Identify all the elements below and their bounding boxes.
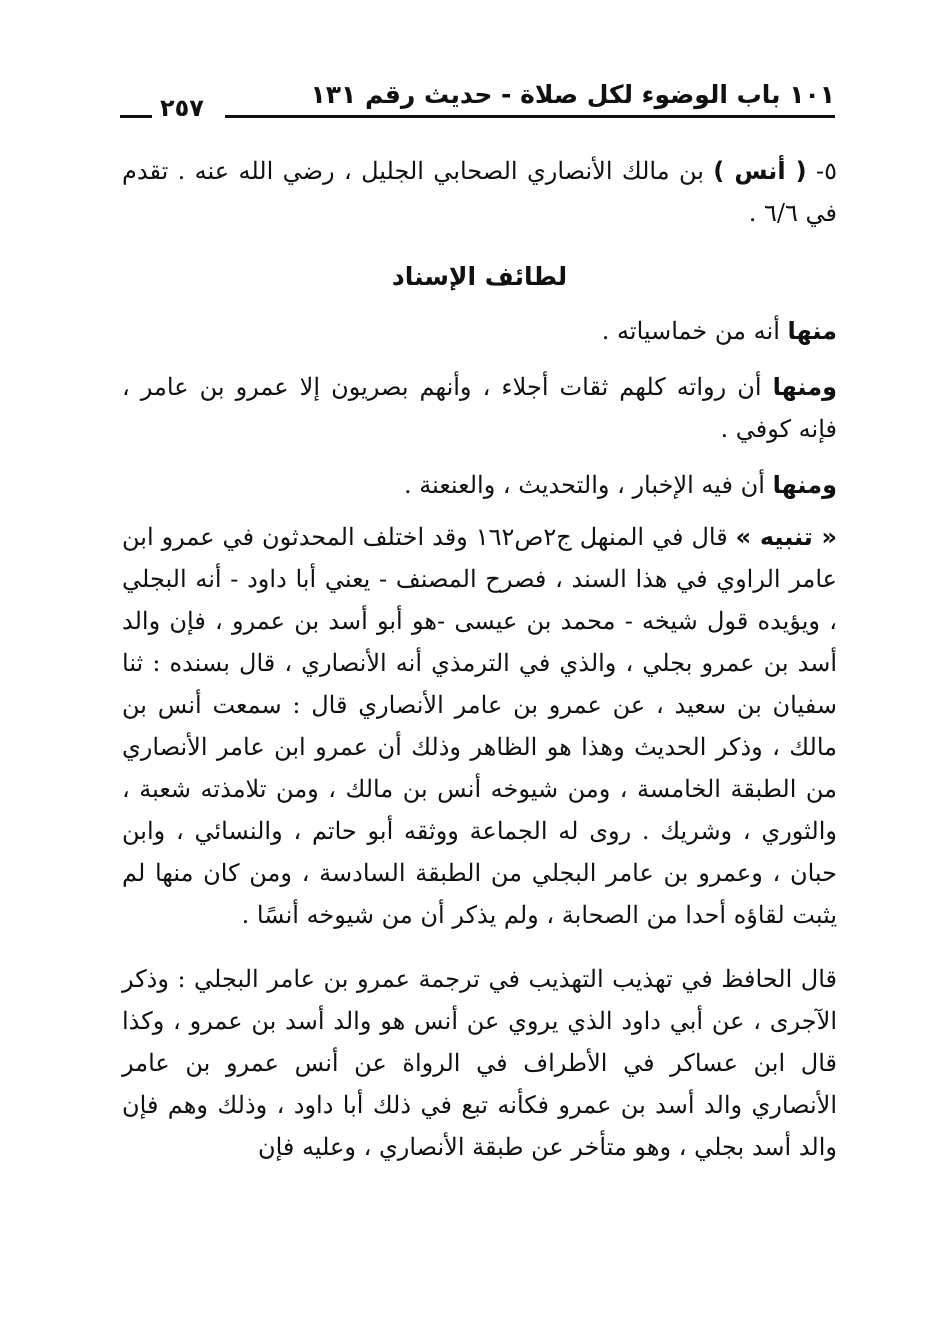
page-number: ٢٥٧ xyxy=(160,94,204,122)
narrator-open-bracket: ( xyxy=(785,157,807,185)
closing-paragraph: قال الحافظ في تهذيب التهذيب في ترجمة عمرو بن عامر البجلي : وذكر الآجرى ، عن أبي داود الذي يروي عن أنس هو والد أسد بن عمرو ، وكذا قال ابن عساكر في الأطراف في الرواة عن أنس عمرو بن عامر الأنصاري والد أسد بن عمرو فكأنه تبع في ذلك أبا داود ، وذلك وهم فإن والد أسد بجلي ، وهو متأخر عن طبقة الأنصاري ، وعليه فإن xyxy=(122,965,837,1161)
note-close-quote: » xyxy=(735,523,760,551)
narrator-entry xyxy=(122,150,837,234)
page-number-dash xyxy=(120,115,152,118)
point-text: أنه من خماسياته . xyxy=(601,317,788,345)
point-lead: ومنها xyxy=(772,373,837,401)
narrator-text: بن مالك الأنصاري الصحابي الجليل ، رضي الله عنه . تقدم في ٦/٦ . xyxy=(122,157,837,227)
point-lead: منها xyxy=(787,317,837,345)
point-text: أن فيه الإخبار ، والتحديث ، والعنعنة . xyxy=(403,471,773,499)
point-lead: ومنها xyxy=(772,471,837,499)
narrator-close-bracket: ) xyxy=(713,157,735,185)
header-title: ١٠١ باب الوضوء لكل صلاة - حديث رقم ١٣١ xyxy=(310,80,835,109)
point-3 xyxy=(122,464,837,506)
note-open-quote: « xyxy=(812,523,837,551)
note-text: قال في المنهل ج٢ص١٦٢ وقد اختلف المحدثون في عمرو ابن عامر الراوي في هذا السند ، فصرح المصنف - يعني أبا داود - أنه البجلي ، ويؤيده قول شيخه - محمد بن عيسى -هو أبو أسد بن عمرو ، فإن والد أسد بن عمرو بجلي ، والذي في الترمذي أنه الأنصاري ، قال بسنده : ثنا سفيان بن سعيد ، عن عمرو بن عامر الأنصاري قال : سمعت أنس بن مالك ، وذكر الحديث وهذا هو الظاهر وذلك أن عمرو ابن عامر الأنصاري من الطبقة الخامسة ، ومن شيوخه أنس بن مالك ، ومن تلامذته شعبة ، والثوري ، وشريك . روى له الجماعة ووثقه أبو حاتم ، والنسائي ، وابن حبان ، وعمرو بن عامر البجلي من الطبقة السادسة ، ومن كان منها لم يثبت لقاؤه أحدا من الصحابة ، ولم يذكر أن من شيوخه أنسًا . xyxy=(122,523,837,929)
section-heading: لطائف الإسناد xyxy=(391,262,568,291)
running-header xyxy=(120,78,835,128)
point-1 xyxy=(122,310,837,352)
note-label: تنبيه xyxy=(759,523,813,551)
narrator-name: أنس xyxy=(734,157,786,185)
page-body xyxy=(122,150,837,1168)
header-rule xyxy=(225,115,835,118)
note-paragraph xyxy=(122,516,837,936)
narrator-number: ٥- xyxy=(806,157,838,185)
point-text: أن رواته كلهم ثقات أجلاء ، وأنهم بصريون إلا عمرو بن عامر ، فإنه كوفي . xyxy=(122,373,837,443)
point-2 xyxy=(122,366,837,450)
